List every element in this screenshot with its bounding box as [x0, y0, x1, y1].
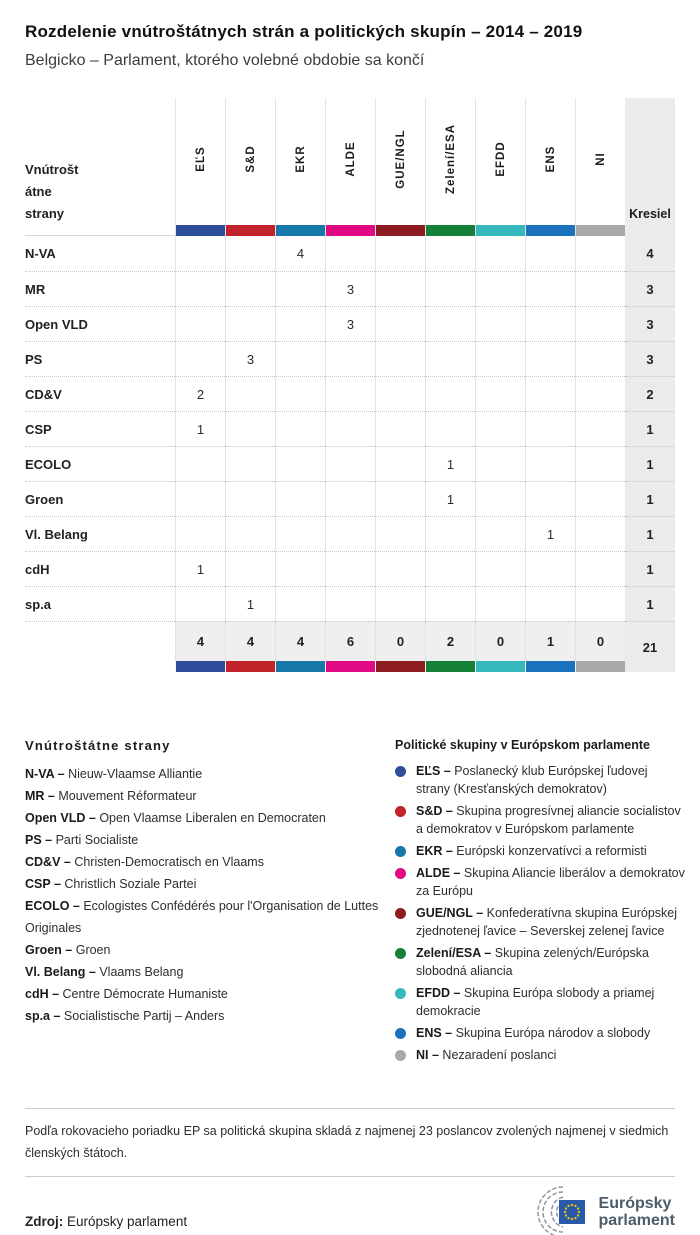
seat-cell	[575, 516, 625, 551]
seat-cell	[175, 271, 225, 306]
ep-logo-line2: parlament	[598, 1212, 675, 1229]
group-abbr: ALDE –	[416, 866, 461, 880]
group-color-bar	[226, 225, 275, 236]
group-label: Zelení/ESA	[444, 123, 457, 194]
seat-cell: 1	[425, 481, 475, 516]
seat-cell	[225, 306, 275, 341]
seats-column-label: Kresiel	[629, 207, 671, 221]
group-label: NI	[594, 151, 607, 166]
group-color-bar	[275, 661, 325, 672]
seat-cell: 1	[175, 551, 225, 586]
seat-cell	[475, 586, 525, 621]
group-color-bar	[475, 661, 525, 672]
seat-cell	[425, 236, 475, 271]
seat-cell	[325, 446, 375, 481]
seat-cell	[475, 446, 525, 481]
group-legend-item	[395, 802, 685, 838]
seat-cell	[475, 236, 525, 271]
seat-cell	[325, 586, 375, 621]
group-color-bar	[525, 661, 575, 672]
group-color-dot	[395, 908, 406, 919]
seat-cell: 3	[225, 341, 275, 376]
column-header-s-d	[225, 98, 275, 236]
group-description: Zelení/ESA – Skupina zelených/Európska slobodná aliancia	[416, 946, 649, 978]
group-color-bar	[476, 225, 525, 236]
group-abbr: Zelení/ESA –	[416, 946, 492, 960]
group-color-bar	[375, 661, 425, 672]
seat-cell	[525, 481, 575, 516]
seat-cell	[475, 411, 525, 446]
seat-cell	[225, 516, 275, 551]
seat-cell: 4	[275, 236, 325, 271]
seat-cell	[325, 516, 375, 551]
party-abbr: CD&V –	[25, 855, 71, 869]
row-seats-total: 3	[625, 341, 675, 376]
seat-cell	[375, 516, 425, 551]
seat-cell	[325, 341, 375, 376]
party-label: Groen	[25, 481, 175, 516]
column-total: 2	[425, 621, 475, 661]
party-label: N-VA	[25, 246, 56, 261]
seat-cell	[525, 411, 575, 446]
ep-logo-text	[599, 1195, 675, 1229]
seat-cell	[175, 446, 225, 481]
group-abbr: EKR –	[416, 844, 453, 858]
column-total: 0	[575, 621, 625, 661]
seat-cell: 3	[325, 306, 375, 341]
source-row	[25, 1177, 675, 1235]
group-label: ENS	[544, 145, 557, 173]
seat-cell	[475, 341, 525, 376]
party-legend-item: PS – Parti Socialiste	[25, 833, 139, 847]
column-total: 0	[475, 621, 525, 661]
seat-cell	[375, 236, 425, 271]
party-abbr: MR –	[25, 789, 55, 803]
group-color-bar	[376, 225, 425, 236]
seat-cell	[425, 271, 475, 306]
group-color-dot	[395, 1028, 406, 1039]
seat-cell	[375, 341, 425, 376]
seat-cell	[275, 411, 325, 446]
seat-cell	[525, 271, 575, 306]
column-header-efdd	[475, 98, 525, 236]
seat-cell	[275, 376, 325, 411]
party-legend-item: sp.a – Socialistische Partij – Anders	[25, 1009, 225, 1023]
column-total: 0	[375, 621, 425, 661]
group-abbr: ENS –	[416, 1026, 453, 1040]
group-color-bar	[326, 225, 375, 236]
group-color-bar	[176, 225, 225, 236]
party-abbr: Vl. Belang –	[25, 965, 96, 979]
seat-cell	[375, 306, 425, 341]
group-description: S&D – Skupina progresívnej aliancie socialistov a demokratov v Európskom parlamente	[416, 804, 681, 836]
seats-distribution-table	[25, 98, 675, 672]
group-legend-item	[395, 944, 685, 980]
group-description: EFDD – Skupina Európa slobody a priamej demokracie	[416, 986, 655, 1018]
seat-cell	[275, 446, 325, 481]
seat-cell	[525, 551, 575, 586]
source-label: Zdroj:	[25, 1214, 64, 1229]
column-header-ens	[525, 98, 575, 236]
group-legend-item	[395, 1024, 685, 1042]
group-legend-item	[395, 1046, 685, 1064]
seat-cell	[175, 481, 225, 516]
party-abbr: cdH –	[25, 987, 60, 1001]
column-header-ni	[575, 98, 625, 236]
group-description: GUE/NGL – Konfederatívna skupina Európskej zjednotenej ľavice – Severskej zelenej ľavice	[416, 906, 678, 938]
group-color-dot	[395, 868, 406, 879]
seat-cell	[175, 516, 225, 551]
party-abbr: Open VLD –	[25, 811, 96, 825]
group-description: ENS – Skupina Európa národov a slobody	[416, 1026, 651, 1040]
seat-cell	[575, 376, 625, 411]
seat-cell	[375, 586, 425, 621]
seat-cell: 3	[325, 271, 375, 306]
column-header-ekr	[275, 98, 325, 236]
party-legend-item: Open VLD – Open Vlaamse Liberalen en Democraten	[25, 811, 326, 825]
party-abbr: Groen –	[25, 943, 73, 957]
group-description: NI – Nezaradení poslanci	[416, 1048, 557, 1062]
seat-cell	[175, 306, 225, 341]
group-abbr: S&D –	[416, 804, 453, 818]
seat-cell	[575, 236, 625, 271]
group-legend-item	[395, 864, 685, 900]
party-legend-item: CD&V – Christen-Democratisch en Vlaams	[25, 855, 264, 869]
group-abbr: NI –	[416, 1048, 439, 1062]
party-label: MR	[25, 271, 175, 306]
seat-cell	[375, 271, 425, 306]
party-abbr: N-VA –	[25, 767, 65, 781]
seat-cell	[525, 306, 575, 341]
european-parliament-logo	[519, 1183, 675, 1235]
column-header-e-s	[175, 98, 225, 236]
seat-cell	[575, 446, 625, 481]
group-color-dot	[395, 1050, 406, 1061]
footnote: Podľa rokovacieho poriadku EP sa politická skupina skladá z najmenej 23 poslancov zvolených najmenej v siedmich členských štátoch.	[25, 1124, 669, 1160]
seat-cell	[425, 411, 475, 446]
seat-cell	[525, 341, 575, 376]
group-legend-item	[395, 842, 685, 860]
row-seats-total: 1	[625, 551, 675, 586]
seat-cell	[475, 306, 525, 341]
party-legend-item: MR – Mouvement Réformateur	[25, 789, 197, 803]
party-abbr: sp.a –	[25, 1009, 61, 1023]
eu-flag-icon	[559, 1200, 585, 1224]
row-seats-total: 3	[625, 306, 675, 341]
group-color-dot	[395, 766, 406, 777]
page-title: Rozdelenie vnútroštátnych strán a politických skupín – 2014 – 2019	[25, 22, 583, 41]
row-seats-total: 1	[625, 446, 675, 481]
column-header-zelen-esa	[425, 98, 475, 236]
group-description: EKR – Európski konzervatívci a reformisti	[416, 844, 647, 858]
seat-cell	[375, 411, 425, 446]
party-label: CD&V	[25, 376, 175, 411]
seat-cell	[225, 446, 275, 481]
party-label: CSP	[25, 411, 175, 446]
seat-cell	[225, 481, 275, 516]
column-header-gue-ngl	[375, 98, 425, 236]
source-value: Európsky parlament	[67, 1214, 188, 1229]
seat-cell	[375, 481, 425, 516]
group-legend-item	[395, 762, 685, 798]
seat-cell	[575, 551, 625, 586]
seat-cell	[475, 551, 525, 586]
group-legend-item	[395, 904, 685, 940]
seat-cell	[525, 236, 575, 271]
seat-cell	[275, 551, 325, 586]
seat-cell	[375, 551, 425, 586]
page-subtitle: Belgicko – Parlament, ktorého volebné obdobie sa končí	[25, 52, 425, 69]
row-seats-total: 1	[625, 586, 675, 621]
group-label: GUE/NGL	[394, 129, 407, 189]
party-label: ECOLO	[25, 446, 175, 481]
seat-cell	[525, 376, 575, 411]
party-legend-item: CSP – Christlich Soziale Partei	[25, 877, 197, 891]
group-abbr: EĽS –	[416, 764, 451, 778]
seat-cell	[225, 271, 275, 306]
seat-cell	[225, 411, 275, 446]
group-color-bar	[175, 661, 225, 672]
seat-cell	[575, 306, 625, 341]
national-parties-heading: Vnútroštátne strany	[25, 738, 171, 753]
group-color-dot	[395, 806, 406, 817]
seat-cell	[325, 376, 375, 411]
party-label: PS	[25, 341, 175, 376]
column-total: 4	[275, 621, 325, 661]
party-label: sp.a	[25, 586, 175, 621]
column-total: 1	[525, 621, 575, 661]
ep-hemicycle-icon	[519, 1183, 593, 1235]
seat-cell	[225, 236, 275, 271]
group-color-bar	[426, 225, 475, 236]
party-abbr: PS –	[25, 833, 53, 847]
seat-cell	[325, 411, 375, 446]
group-abbr: GUE/NGL –	[416, 906, 484, 920]
group-label: EFDD	[494, 141, 507, 177]
group-abbr: EFDD –	[416, 986, 461, 1000]
seat-cell	[575, 586, 625, 621]
row-seats-total: 1	[625, 516, 675, 551]
group-description: EĽS – Poslanecký klub Európskej ľudovej strany (Kresťanských demokratov)	[416, 764, 648, 796]
group-color-bar	[325, 661, 375, 672]
seat-cell	[175, 236, 225, 271]
row-seats-total: 3	[625, 271, 675, 306]
party-legend-item: cdH – Centre Démocrate Humaniste	[25, 987, 228, 1001]
seat-cell: 2	[175, 376, 225, 411]
group-description: ALDE – Skupina Aliancie liberálov a demokratov za Európu	[416, 866, 685, 898]
seat-cell	[475, 481, 525, 516]
seat-cell	[475, 271, 525, 306]
seat-cell	[275, 516, 325, 551]
source	[25, 1214, 187, 1229]
party-legend-item: Vl. Belang – Vlaams Belang	[25, 965, 184, 979]
seat-cell	[425, 586, 475, 621]
seat-cell	[425, 551, 475, 586]
group-color-bar	[576, 225, 625, 236]
seat-cell: 1	[175, 411, 225, 446]
party-legend-item: ECOLO – Ecologistes Confédérés pour l'Organisation de Luttes Originales	[25, 899, 379, 935]
party-label: cdH	[25, 551, 175, 586]
national-parties-list	[25, 763, 385, 1027]
seat-cell	[275, 341, 325, 376]
party-legend-item: N-VA – Nieuw-Vlaamse Alliantie	[25, 767, 203, 781]
column-header-seats	[625, 98, 675, 236]
group-label: S&D	[244, 145, 257, 173]
seat-cell	[525, 586, 575, 621]
group-color-bar	[425, 661, 475, 672]
party-abbr: ECOLO –	[25, 899, 80, 913]
seat-cell	[325, 551, 375, 586]
row-seats-total: 1	[625, 481, 675, 516]
seat-cell	[425, 306, 475, 341]
seat-cell: 1	[525, 516, 575, 551]
party-abbr: CSP –	[25, 877, 61, 891]
group-color-bar	[575, 661, 625, 672]
seat-cell: 1	[425, 446, 475, 481]
seat-cell	[425, 376, 475, 411]
political-groups-list	[395, 762, 685, 1064]
seat-cell	[525, 446, 575, 481]
group-color-dot	[395, 846, 406, 857]
seat-cell	[575, 481, 625, 516]
seat-cell	[225, 376, 275, 411]
group-color-bar	[225, 661, 275, 672]
row-axis-header: Vnútrošt átne strany	[25, 98, 175, 236]
group-label: ALDE	[344, 141, 357, 177]
seat-cell	[425, 516, 475, 551]
seat-cell	[325, 236, 375, 271]
group-color-dot	[395, 988, 406, 999]
party-legend-item: Groen – Groen	[25, 943, 111, 957]
seat-cell	[475, 376, 525, 411]
group-color-bar	[526, 225, 575, 236]
bar-row-spacer	[25, 661, 175, 672]
column-total: 4	[175, 621, 225, 661]
totals-row-spacer	[25, 621, 175, 661]
seat-cell	[375, 376, 425, 411]
political-groups-heading: Politické skupiny v Európskom parlamente	[395, 738, 650, 752]
column-header-alde	[325, 98, 375, 236]
row-seats-total: 1	[625, 411, 675, 446]
group-color-dot	[395, 948, 406, 959]
group-color-bar	[276, 225, 325, 236]
national-parties-legend	[25, 738, 385, 1068]
seat-cell	[575, 341, 625, 376]
seat-cell: 1	[225, 586, 275, 621]
seat-cell	[275, 481, 325, 516]
seat-cell	[475, 516, 525, 551]
column-total: 6	[325, 621, 375, 661]
party-label: Vl. Belang	[25, 516, 175, 551]
seat-cell	[275, 271, 325, 306]
seat-cell	[325, 481, 375, 516]
column-total: 4	[225, 621, 275, 661]
political-groups-legend	[395, 738, 685, 1068]
group-label: EKR	[294, 145, 307, 173]
seat-cell	[425, 341, 475, 376]
seat-cell	[275, 586, 325, 621]
seat-cell	[575, 271, 625, 306]
seat-cell	[225, 551, 275, 586]
row-seats-total: 4	[625, 236, 675, 271]
grand-total: 21	[625, 621, 675, 672]
group-legend-item	[395, 984, 685, 1020]
party-label: Open VLD	[25, 306, 175, 341]
group-label: EĽS	[194, 146, 207, 172]
seat-cell	[375, 446, 425, 481]
ep-logo-line1: Európsky	[598, 1195, 672, 1212]
seat-cell	[575, 411, 625, 446]
row-seats-total: 2	[625, 376, 675, 411]
seat-cell	[175, 586, 225, 621]
legends	[25, 738, 685, 1068]
seat-cell	[175, 341, 225, 376]
divider-top	[25, 1108, 675, 1109]
seat-cell	[275, 306, 325, 341]
